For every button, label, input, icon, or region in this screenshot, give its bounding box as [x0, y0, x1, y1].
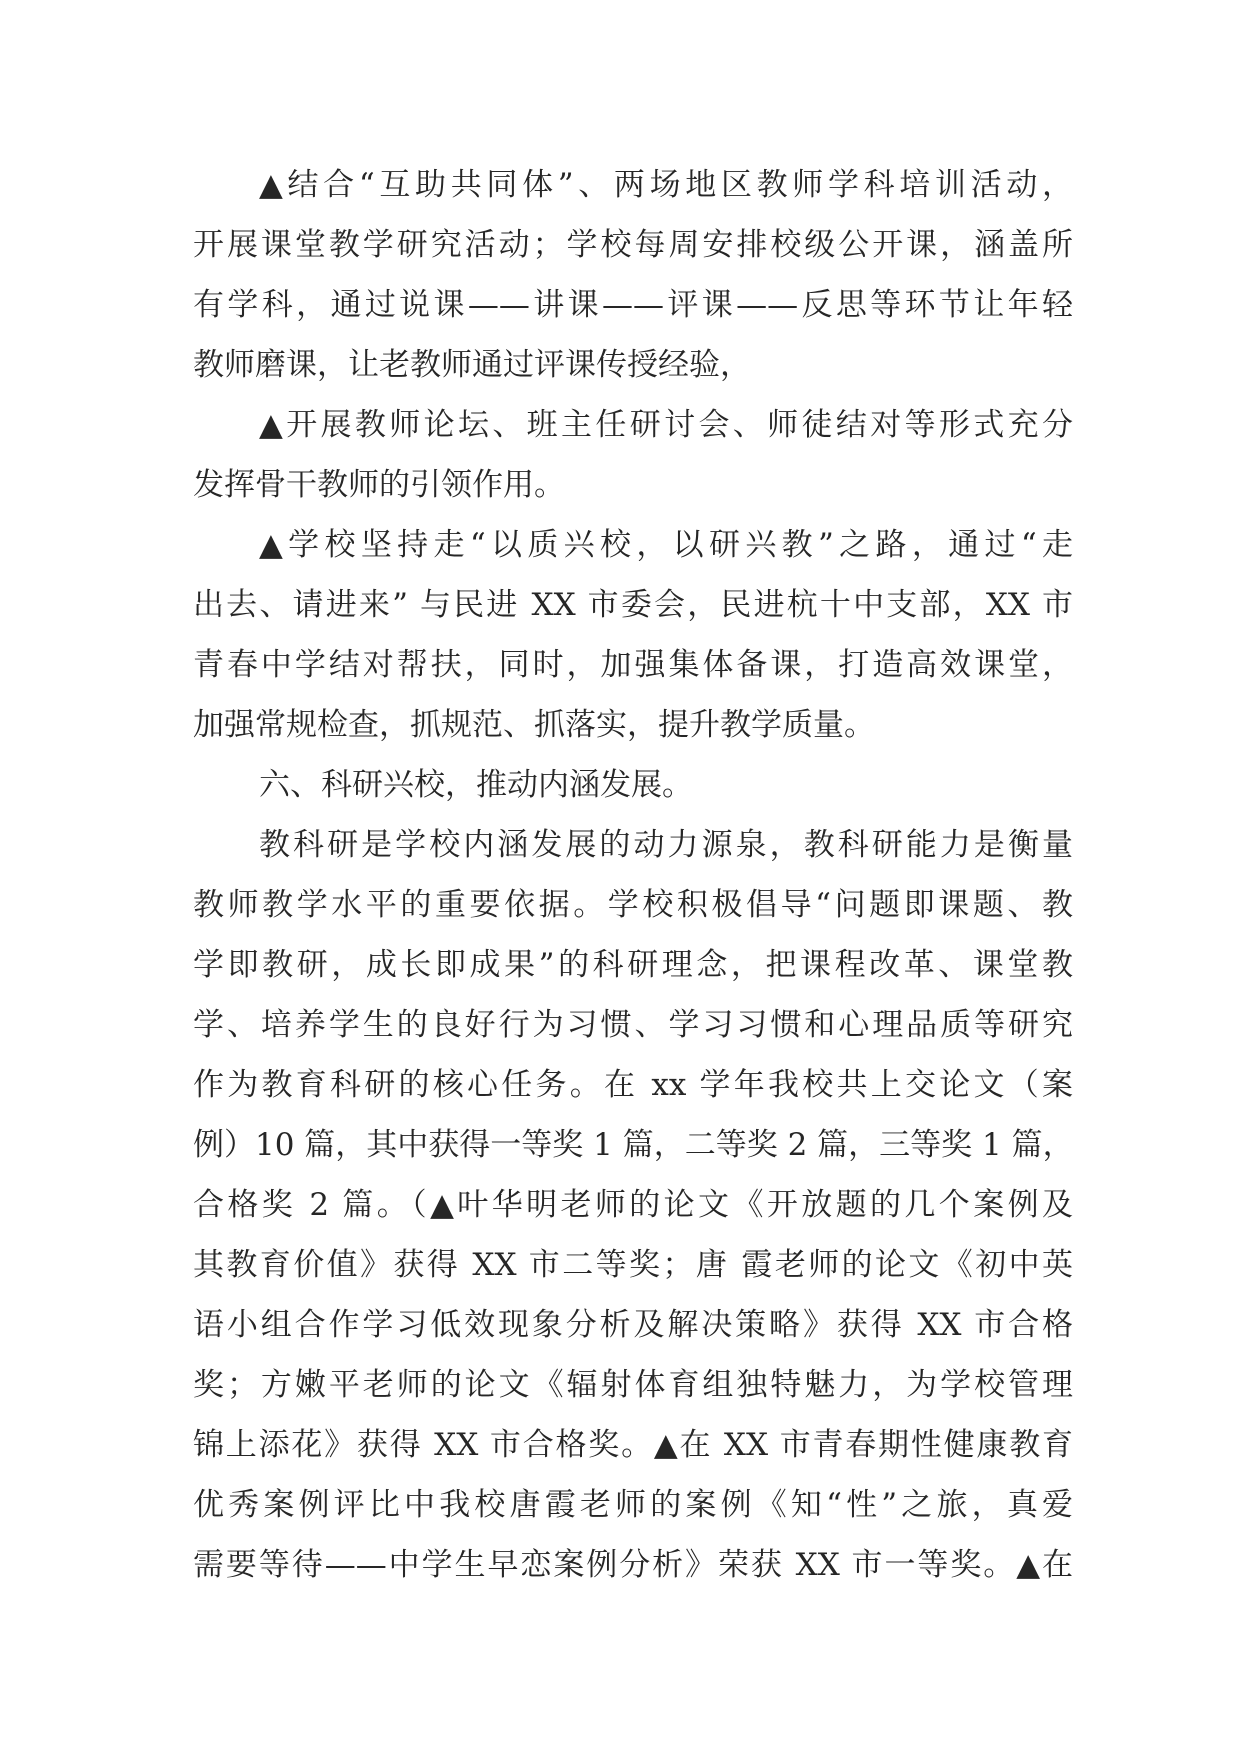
document-body	[193, 155, 1073, 1595]
text-line: 出去、请进来” 与民进 XX 市委会，民进杭十中支部，XX 市	[193, 587, 1073, 623]
text-line: 学即教研，成长即成果”的科研理念，把课程改革、课堂教	[193, 947, 1073, 983]
text-line: 有学科，通过说课——讲课——评课——反思等环节让年轻	[193, 287, 1073, 323]
text-line: 其教育价值》获得 XX 市二等奖；唐 霞老师的论文《初中英	[193, 1247, 1073, 1283]
section-heading: 六、科研兴校，推动内涵发展。	[259, 767, 693, 803]
text-line: 例）10 篇，其中获得一等奖 1 篇，二等奖 2 篇，三等奖 1 篇，	[193, 1127, 1074, 1163]
text-line: ▲结合“互助共同体”、两场地区教师学科培训活动，	[259, 167, 1073, 203]
text-line: 教科研是学校内涵发展的动力源泉，教科研能力是衡量	[259, 827, 1073, 863]
text-line: 教师磨课，让老教师通过评课传授经验，	[193, 347, 751, 383]
text-line: 加强常规检查，抓规范、抓落实，提升教学质量。	[193, 707, 875, 743]
text-line: 开展课堂教学研究活动；学校每周安排校级公开课，涵盖所	[193, 227, 1073, 263]
text-line: 学、培养学生的良好行为习惯、学习习惯和心理品质等研究	[193, 1007, 1073, 1043]
text-line: ▲开展教师论坛、班主任研讨会、师徒结对等形式充分	[259, 407, 1073, 443]
text-line: 教师教学水平的重要依据。学校积极倡导“问题即课题、教	[193, 887, 1073, 923]
text-line: 锦上添花》获得 XX 市合格奖。▲在 XX 市青春期性健康教育	[193, 1427, 1073, 1463]
text-line: 优秀案例评比中我校唐霞老师的案例《知“性”之旅，真爱	[193, 1487, 1073, 1523]
text-line: 发挥骨干教师的引领作用。	[193, 467, 565, 503]
text-line: 合格奖 2 篇。（▲叶华明老师的论文《开放题的几个案例及	[193, 1187, 1073, 1223]
text-line: ▲学校坚持走“以质兴校，以研兴教”之路，通过“走	[259, 527, 1073, 563]
text-line: 奖；方嫩平老师的论文《辐射体育组独特魅力，为学校管理	[193, 1367, 1073, 1403]
text-line: 需要等待——中学生早恋案例分析》荣获 XX 市一等奖。▲在	[193, 1547, 1073, 1583]
text-line: 语小组合作学习低效现象分析及解决策略》获得 XX 市合格	[193, 1307, 1073, 1343]
text-line: 青春中学结对帮扶，同时，加强集体备课，打造高效课堂，	[193, 647, 1073, 683]
text-line: 作为教育科研的核心任务。在 xx 学年我校共上交论文（案	[193, 1067, 1073, 1103]
